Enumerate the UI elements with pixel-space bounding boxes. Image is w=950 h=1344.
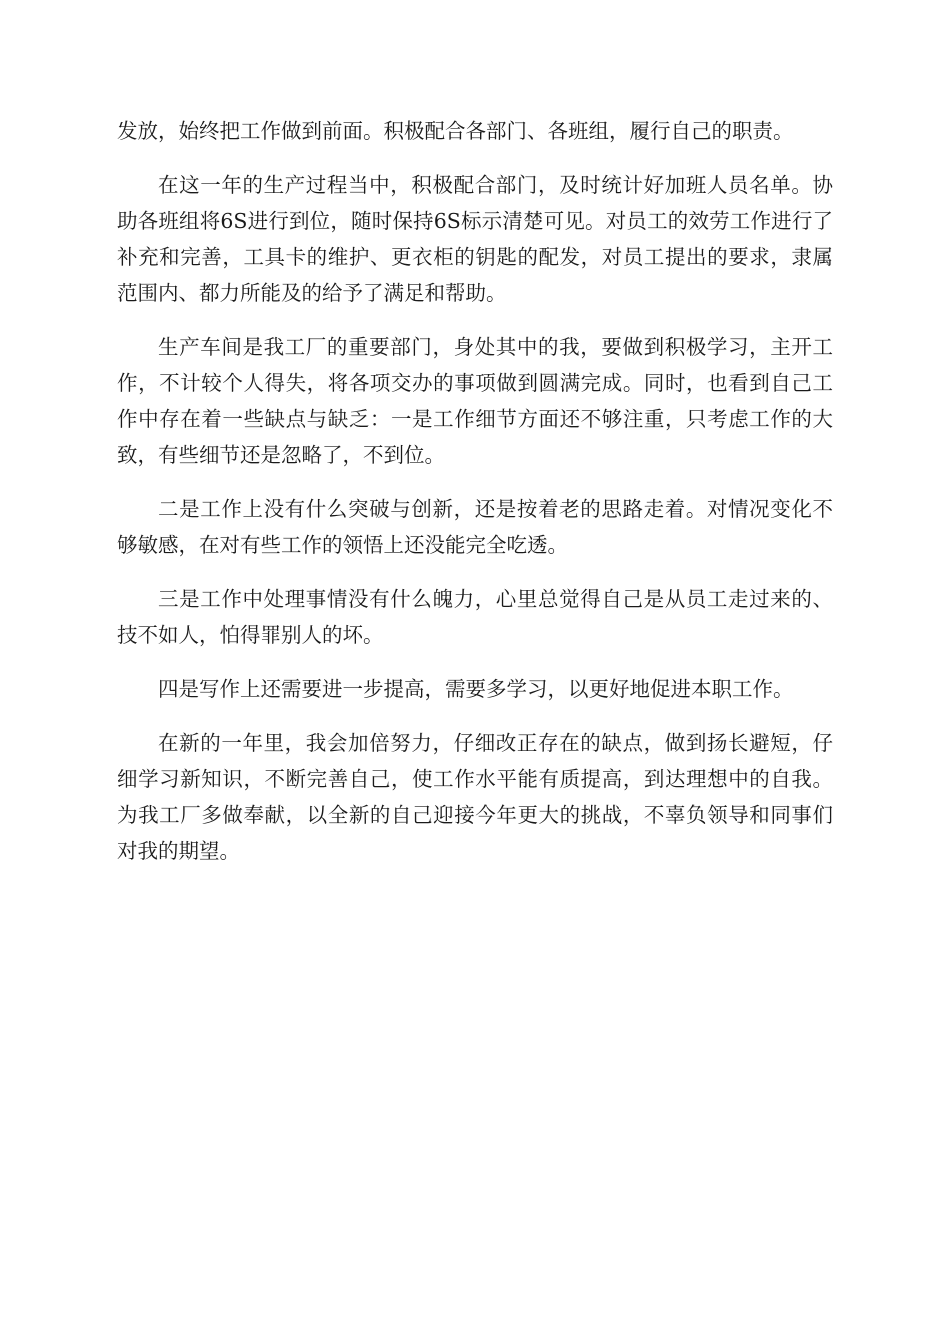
paragraph-3: 生产车间是我工厂的重要部门，身处其中的我，要做到积极学习，主开工作，不计较个人得失，将各项交办的事项做到圆满完成。同时，也看到自己工作中存在着一些缺点与缺乏：一是工作细节方面还不够注重，只考虑工作的大致，有些细节还是忽略了，不到位。 bbox=[117, 335, 833, 467]
document-page bbox=[117, 113, 833, 887]
paragraph-4: 二是工作上没有什么突破与创新，还是按着老的思路走着。对情况变化不够敏感，在对有些工作的领悟上还没能完全吃透。 bbox=[117, 497, 833, 557]
paragraph-2: 在这一年的生产过程当中，积极配合部门，及时统计好加班人员名单。协助各班组将6S进行到位，随时保持6S标示清楚可见。对员工的效劳工作进行了补充和完善，工具卡的维护、更衣柜的钥匙的配发，对员工提出的要求，隶属范围内、都力所能及的给予了满足和帮助。 bbox=[117, 173, 833, 305]
paragraph-6: 四是写作上还需要进一步提高，需要多学习，以更好地促进本职工作。 bbox=[158, 677, 794, 701]
paragraph-1: 发放，始终把工作做到前面。积极配合各部门、各班组，履行自己的职责。 bbox=[117, 119, 794, 143]
paragraph-7: 在新的一年里，我会加倍努力，仔细改正存在的缺点，做到扬长避短，仔细学习新知识，不断完善自己，使工作水平能有质提高，到达理想中的自我。为我工厂多做奉献，以全新的自己迎接今年更大的挑战，不辜负领导和同事们对我的期望。 bbox=[117, 731, 833, 863]
paragraph-5: 三是工作中处理事情没有什么魄力，心里总觉得自己是从员工走过来的、技不如人，怕得罪别人的坏。 bbox=[117, 587, 833, 647]
